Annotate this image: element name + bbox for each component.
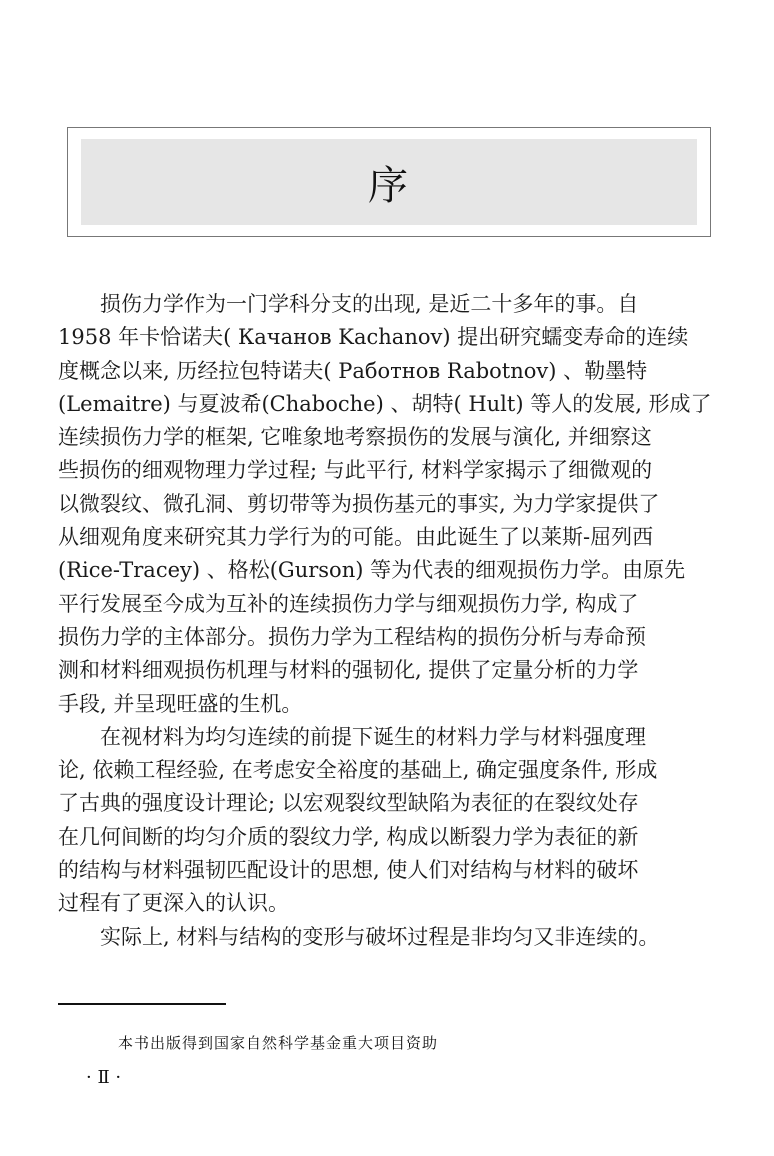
footnote: 本书出版得到国家自然科学基金重大项目资助 — [118, 1034, 439, 1052]
page-title: 序 — [368, 162, 410, 209]
text-line: 在几何间断的均匀介质的裂纹力学, 构成以断裂力学为表征的新 — [58, 824, 639, 849]
text-line: (Rice-Tracey) 、格松(Gurson) 等为代表的细观损伤力学。由原先 — [58, 558, 686, 583]
text-line: 度概念以来, 历经拉包特诺夫( Работнов Rabotnov) 、勒墨特 — [58, 358, 648, 383]
text-line: (Lemaitre) 与夏波希(Chaboche) 、胡特( Hult) 等人的发展, 形成了 — [58, 391, 712, 416]
text-line: 连续损伤力学的框架, 它唯象地考察损伤的发展与演化, 并细察这 — [58, 425, 652, 450]
text-line: 的结构与材料强韧匹配设计的思想, 使人们对结构与材料的破坏 — [58, 858, 639, 883]
paragraph-1 — [58, 288, 718, 721]
text-line: 过程有了更深入的认识。 — [58, 891, 289, 916]
title-band — [81, 139, 697, 225]
page-number: · Ⅱ · — [86, 1067, 122, 1088]
text-line: 测和材料细观损伤机理与材料的强韧化, 提供了定量分析的力学 — [58, 658, 639, 683]
paragraph-3 — [58, 921, 718, 954]
text-line: 从细观角度来研究其力学行为的可能。由此诞生了以莱斯-屈列西 — [58, 525, 654, 550]
text-line: 损伤力学作为一门学科分支的出现, 是近二十多年的事。自 — [100, 292, 639, 316]
text-line: 些损伤的细观物理力学过程; 与此平行, 材料学家揭示了细微观的 — [58, 458, 653, 483]
text-line: 了古典的强度设计理论; 以宏观裂纹型缺陷为表征的在裂纹处存 — [58, 791, 639, 816]
body-text — [58, 288, 718, 954]
text-line: 手段, 并呈现旺盛的生机。 — [58, 691, 303, 716]
text-line: 平行发展至今成为互补的连续损伤力学与细观损伤力学, 构成了 — [58, 591, 639, 616]
text-line: 以微裂纹、微孔洞、剪切带等为损伤基元的事实, 为力学家提供了 — [58, 491, 660, 516]
title-frame — [67, 127, 711, 237]
footnote-rule — [58, 1003, 226, 1005]
text-line: 在视材料为均匀连续的前提下诞生的材料力学与材料强度理 — [100, 724, 646, 749]
text-line: 实际上, 材料与结构的变形与破坏过程是非均匀又非连续的。 — [100, 924, 660, 949]
paragraph-2 — [58, 721, 718, 921]
text-line: 1958 年卡恰诺夫( Качанов Kachanov) 提出研究蠕变寿命的连续 — [58, 325, 689, 350]
text-line: 论, 依赖工程经验, 在考虑安全裕度的基础上, 确定强度条件, 形成 — [58, 758, 658, 783]
text-line: 损伤力学的主体部分。损伤力学为工程结构的损伤分析与寿命预 — [58, 624, 646, 649]
